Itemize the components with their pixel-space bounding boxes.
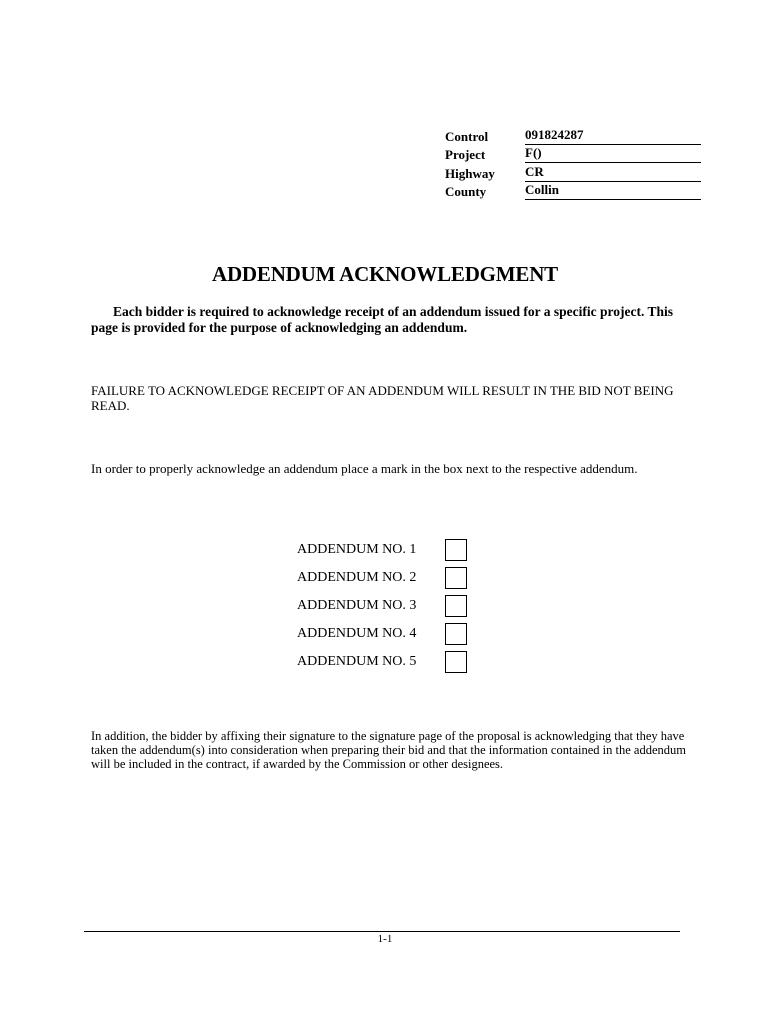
addenda-list <box>297 536 477 676</box>
addendum-row-1 <box>297 536 467 564</box>
footer-divider <box>84 931 680 932</box>
addendum-label-2: ADDENDUM NO. 2 <box>297 570 417 585</box>
addendum-checkbox-4[interactable] <box>445 623 467 645</box>
addendum-checkbox-5[interactable] <box>445 651 467 673</box>
failure-notice: FAILURE TO ACKNOWLEDGE RECEIPT OF AN ADDENDUM WILL RESULT IN THE BID NOT BEING READ. <box>91 383 674 413</box>
page-number: 1-1 <box>377 933 393 945</box>
project-info-table <box>445 126 701 200</box>
highway-label: Highway <box>445 165 495 181</box>
addendum-row-4 <box>297 620 467 648</box>
project-label: Project <box>445 147 486 162</box>
control-value: 091824287 <box>525 127 701 145</box>
info-row-county <box>445 182 701 201</box>
county-label: County <box>445 184 487 199</box>
project-value: F() <box>525 145 701 163</box>
info-row-project <box>445 145 701 164</box>
info-row-control <box>445 126 701 145</box>
addendum-label-3: ADDENDUM NO. 3 <box>297 598 417 613</box>
addendum-label-1: ADDENDUM NO. 1 <box>297 542 417 557</box>
addition-paragraph: In addition, the bidder by affixing their signature to the signature page of the proposal is acknowledging that they have taken the addendum(s) into consideration when preparing their bid and that the information contained in the addendum will be included in the contract, if awarded by the Commission or other designees. <box>91 729 686 771</box>
highway-value: CR <box>525 164 701 182</box>
intro-paragraph: Each bidder is required to acknowledge receipt of an addendum issued for a specific project. This page is provided for the purpose of acknowledging an addendum. <box>91 304 674 335</box>
addendum-checkbox-2[interactable] <box>445 567 467 589</box>
addendum-label-5: ADDENDUM NO. 5 <box>297 654 417 669</box>
county-value: Collin <box>525 182 701 200</box>
addendum-row-2 <box>297 564 467 592</box>
instruction-paragraph: In order to properly acknowledge an addendum place a mark in the box next to the respective addendum. <box>91 461 638 476</box>
addendum-checkbox-1[interactable] <box>445 539 467 561</box>
addendum-row-5 <box>297 648 467 676</box>
info-row-highway <box>445 163 701 182</box>
control-label: Control <box>445 128 489 144</box>
addendum-label-4: ADDENDUM NO. 4 <box>297 626 417 641</box>
addendum-row-3 <box>297 592 467 620</box>
addendum-checkbox-3[interactable] <box>445 595 467 617</box>
page-title: ADDENDUM ACKNOWLEDGMENT <box>212 262 558 286</box>
